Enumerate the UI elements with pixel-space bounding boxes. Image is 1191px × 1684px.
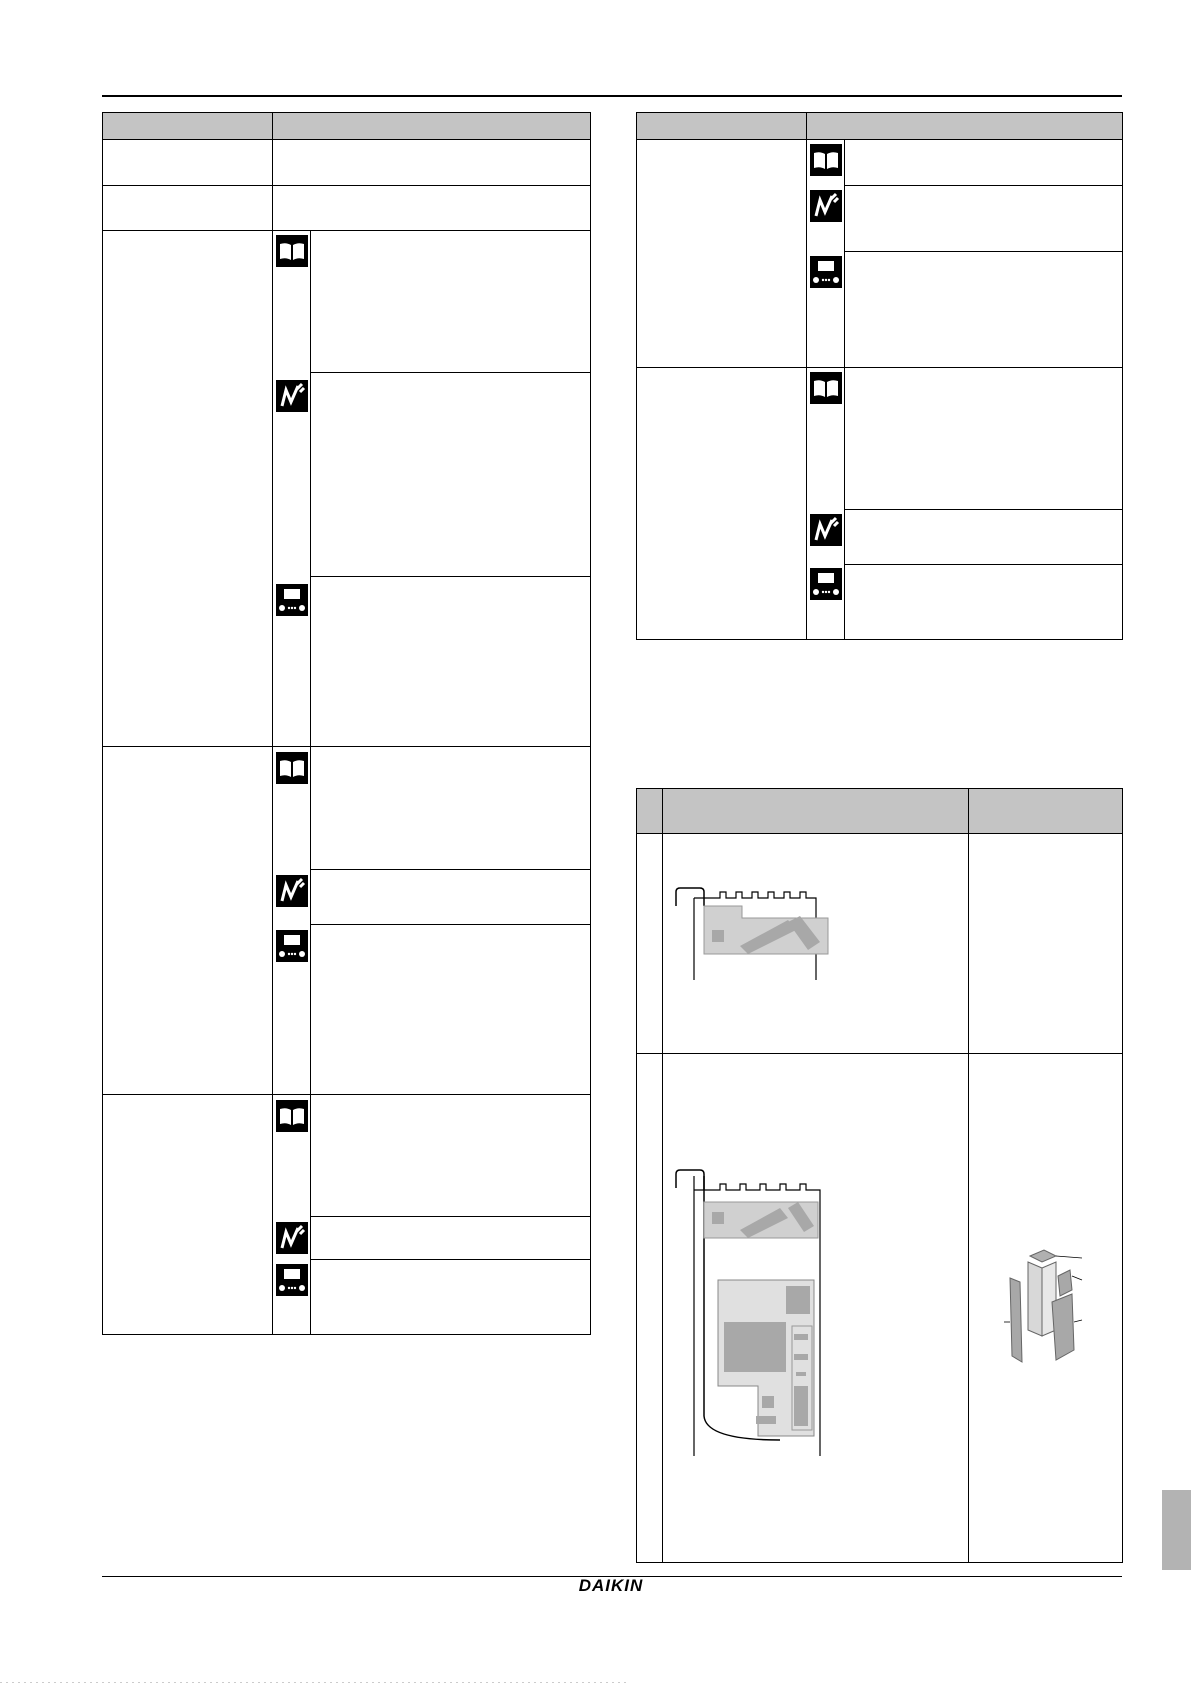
wrench-icon: [276, 1222, 308, 1254]
header-rule: [102, 95, 1122, 97]
table-row: [103, 1095, 591, 1217]
table-row: [637, 368, 1123, 510]
table-row: [103, 186, 591, 231]
pcb-drawing-large: [670, 1166, 840, 1462]
user-interface-icon: [276, 930, 308, 962]
book-icon: [276, 1100, 308, 1132]
wrench-icon: [810, 514, 842, 546]
table-row: [103, 231, 591, 373]
side-tab: [1162, 1490, 1191, 1570]
book-icon: [273, 235, 310, 267]
user-interface-icon: [276, 584, 308, 616]
wrench-icon: [810, 190, 842, 222]
daikin-logo: DAIKIN: [578, 1576, 644, 1595]
table-row: [637, 140, 1123, 186]
book-icon: [276, 752, 308, 784]
left-table: [102, 112, 591, 1335]
right-table: [636, 112, 1123, 640]
right-table-header: [637, 113, 1123, 140]
drawing-table-header: [637, 789, 1123, 834]
table-row: [103, 747, 591, 870]
pcb-drawing-small: [670, 884, 840, 980]
accessory-drawing: [1000, 1246, 1090, 1366]
user-interface-icon: [810, 256, 842, 288]
book-icon: [810, 144, 842, 176]
user-interface-icon: [276, 1264, 308, 1296]
wrench-icon: [276, 380, 308, 412]
user-interface-icon: [810, 568, 842, 600]
left-table-header: [103, 113, 591, 140]
book-icon: [810, 372, 842, 404]
wrench-icon: [276, 875, 308, 907]
bottom-edge-marks: [0, 1682, 630, 1683]
table-row: [103, 140, 591, 186]
